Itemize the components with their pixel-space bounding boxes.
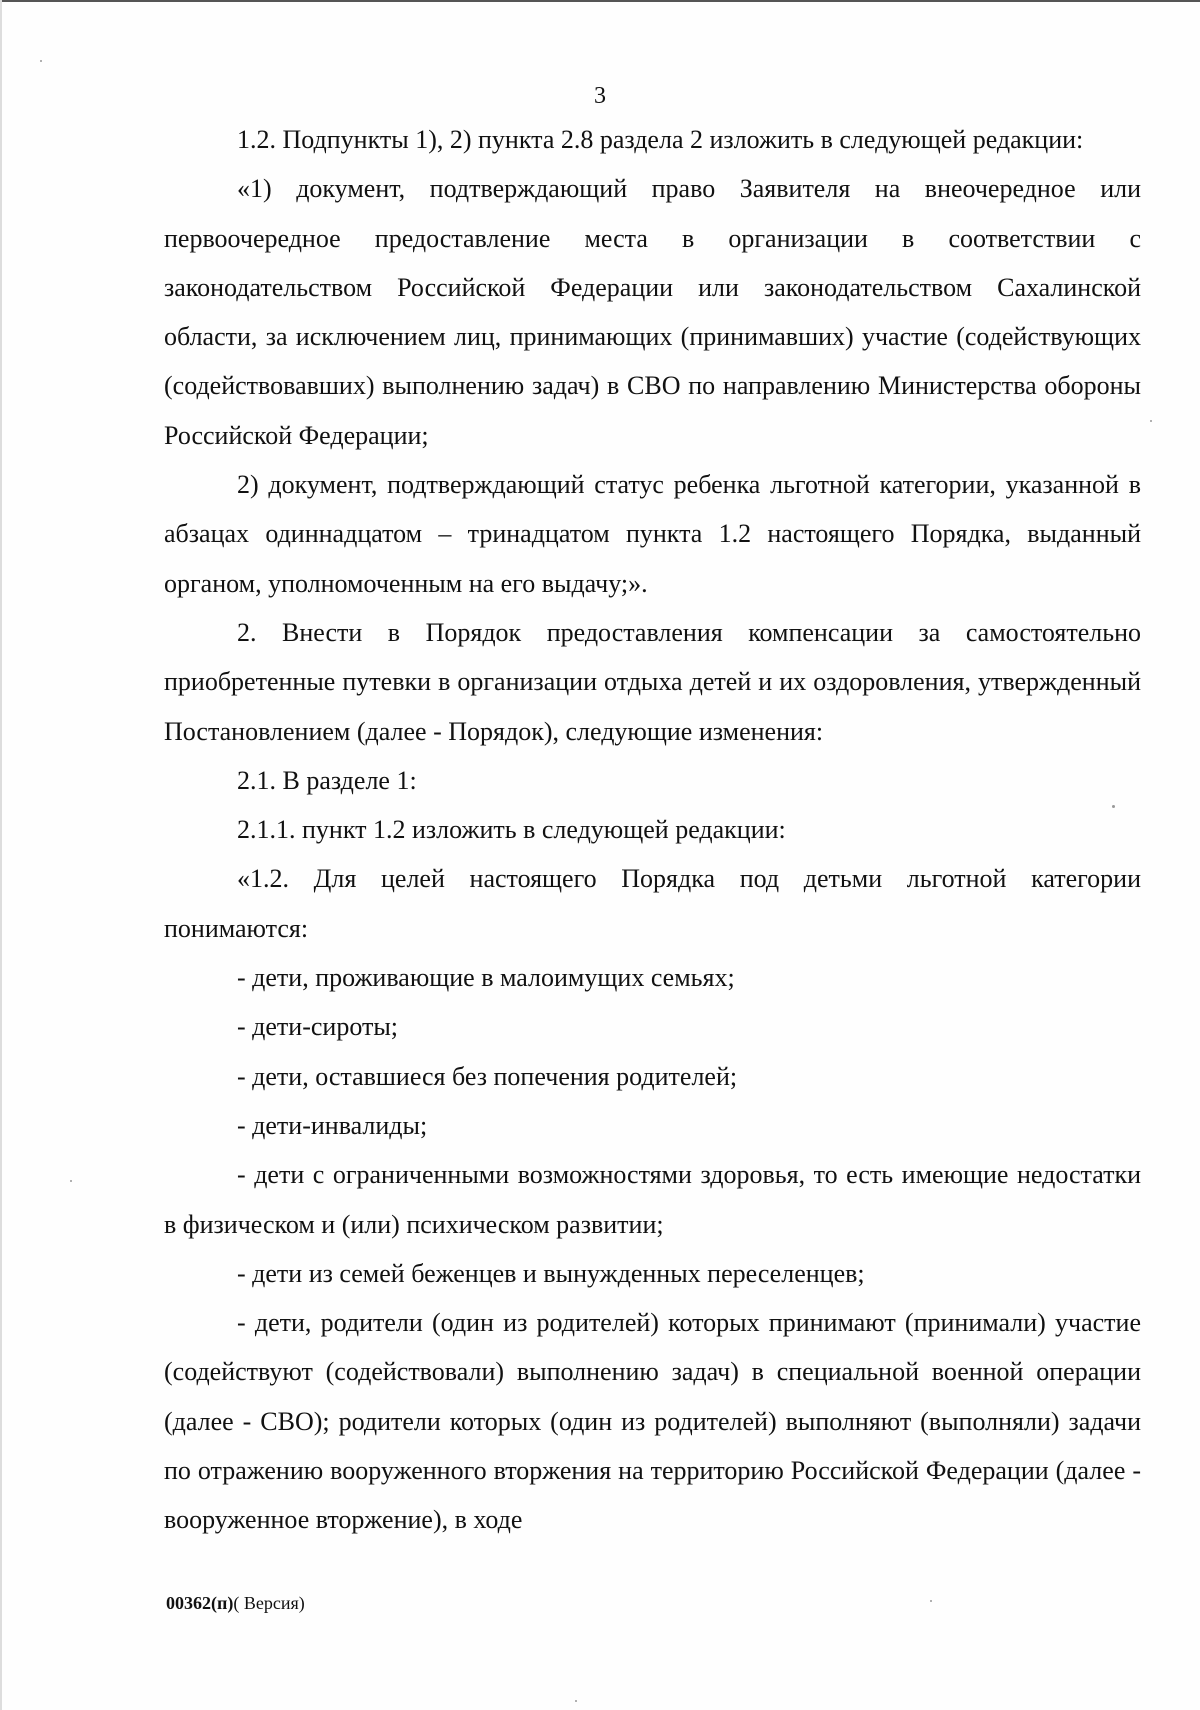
scan-top-edge bbox=[0, 0, 1200, 2]
list-item-orphans: - дети-сироты; bbox=[237, 1012, 399, 1042]
paragraph-item-2: 2. Внести в Порядок предоставления компенсации за самостоятельно приобретенные путевки в организации отдыха детей и их оздоровления, утвержденный Постановлением (далее - Порядок), следующие изменения: bbox=[164, 617, 1141, 746]
footer-version: ( Версия) bbox=[233, 1593, 305, 1613]
scan-speck bbox=[575, 1700, 577, 1702]
document-footer-code bbox=[166, 1590, 305, 1616]
scan-left-edge bbox=[0, 0, 2, 1710]
list-item-low-income: - дети, проживающие в малоимущих семьях; bbox=[237, 963, 735, 993]
paragraph-subitem-1: «1) документ, подтверждающий право Заявителя на внеочередное или первоочередное предоставление места в организации в соответствии с законодательством Российской Федерации или законодательством Сахалинской области, за исключением лиц, принимающих (принимавших) участие (содействующих (содействовавших) выполнению задач) в СВО по направлению Министерства обороны Российской Федерации; bbox=[164, 174, 1141, 450]
paragraph-subitem-2: 2) документ, подтверждающий статус ребенка льготной категории, указанной в абзацах одиннадцатом – тринадцатом пункта 1.2 настоящего Порядка, выданный органом, уполномоченным на его выдачу;». bbox=[164, 470, 1141, 598]
footer-code: 00362(п) bbox=[166, 1593, 234, 1613]
list-item-limited-health: - дети с ограниченными возможностями здоровья, то есть имеющие недостатки в физическом и (или) психическом развитии; bbox=[164, 1160, 1141, 1239]
paragraph-1-2-heading: 1.2. Подпункты 1), 2) пункта 2.8 раздела 2 изложить в следующей редакции: bbox=[237, 125, 1084, 154]
list-item-disabled: - дети-инвалиды; bbox=[237, 1110, 428, 1140]
scan-speck bbox=[930, 1600, 932, 1602]
scan-speck bbox=[1112, 805, 1115, 808]
list-item-without-care: - дети, оставшиеся без попечения родителей; bbox=[237, 1061, 738, 1091]
document-body bbox=[164, 115, 1141, 1545]
page-number: 3 bbox=[594, 83, 606, 109]
scan-speck bbox=[1150, 420, 1152, 422]
scan-speck bbox=[70, 1180, 72, 1182]
paragraph-2-1: 2.1. В разделе 1: bbox=[237, 765, 417, 795]
paragraph-1-2-definition: «1.2. Для целей настоящего Порядка под детьми льготной категории понимаются: bbox=[164, 864, 1141, 943]
list-item-refugees: - дети из семей беженцев и вынужденных переселенцев; bbox=[237, 1258, 865, 1288]
paragraph-2-1-1: 2.1.1. пункт 1.2 изложить в следующей редакции: bbox=[237, 815, 786, 845]
list-item-svo-participants: - дети, родители (один из родителей) которых принимают (принимали) участие (содействуют (содействовали) выполнению задач) в специальной военной операции (далее - СВО); родители которых (один из родителей) выполняют (выполняли) задачи по отражению вооруженного вторжения на территорию Российской Федерации (далее - вооруженное вторжение), в ходе bbox=[164, 1308, 1141, 1535]
scan-speck bbox=[40, 60, 42, 62]
